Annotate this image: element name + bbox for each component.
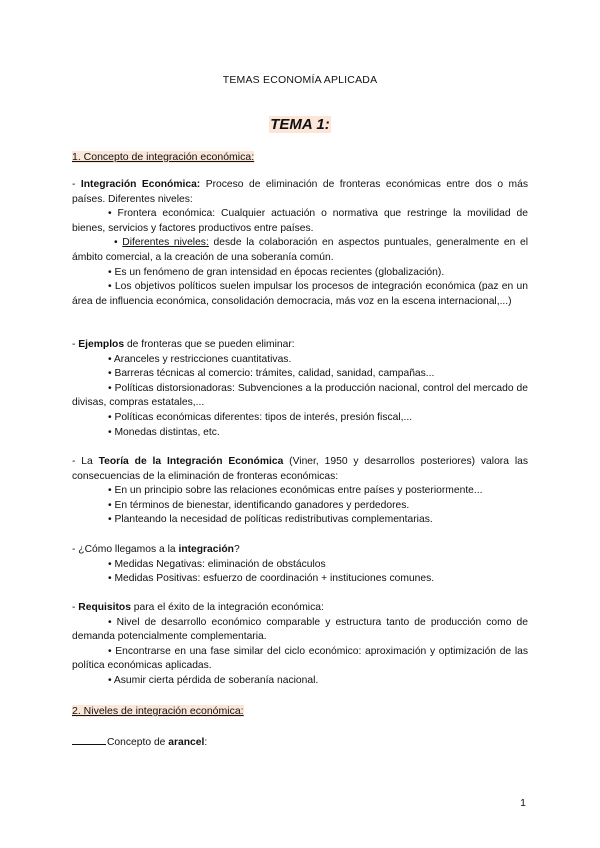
ejemplos-bullet-1: • Aranceles y restricciones cuantitativas. (108, 353, 292, 365)
ejemplos-intro (72, 338, 528, 353)
ejemplos-bullet-2: • Barreras técnicas al comercio: trámites, calidad, sanidad, campañas... (108, 368, 435, 380)
document-title: TEMAS ECONOMÍA APLICADA (222, 74, 378, 86)
integracion-bullet-4: • Los objetivos políticos suelen impulsar los procesos de integración económica (paz en un área de influencia económica, consolidación democracia, más voz en la escena internacional,...) (72, 281, 528, 307)
teoria-term: Teoría de la Integración Económica (98, 456, 284, 467)
integracion-block (72, 178, 528, 309)
requisitos-bullet-1: • Nivel de desarrollo económico comparable y estructura tanto de producción como de demanda potencialmente complementaria. (72, 616, 528, 643)
requisitos-text: para el éxito de la integración económica: (130, 602, 324, 613)
page-number: 1 (520, 797, 526, 809)
ejemplos-bullet-4: • Políticas económicas diferentes: tipos de interés, presión fiscal,... (108, 411, 413, 423)
ejemplos-bullet-3: • Políticas distorsionadoras: Subvenciones a la producción nacional, control del mercado de divisas, compras estatales,... (72, 382, 528, 409)
requisitos-block (72, 601, 528, 689)
teoria-bullet-3: • Planteando la necesidad de políticas redistributivas complementarias. (108, 514, 433, 526)
lead-dash: - (72, 602, 79, 613)
requisitos-term: Requisitos (78, 602, 131, 613)
arancel-tail: : (204, 737, 208, 748)
teoria-intro (72, 455, 528, 484)
teoria-lead: - La (72, 456, 99, 467)
lead-dash: - (72, 339, 79, 350)
requisitos-intro (72, 601, 528, 616)
como-block (72, 543, 528, 587)
arancel-term: arancel (168, 737, 205, 748)
integracion-definition (72, 178, 528, 207)
integracion-def: Proceso de eliminación de fronteras económicas entre dos o más países. Diferentes niveles: (72, 179, 528, 205)
ejemplos-block (72, 338, 528, 440)
teoria-bullet-1: • En un principio sobre las relaciones económicas entre países y posteriormente... (108, 485, 483, 497)
integracion-bullet-1: • Frontera económica: Cualquier actuación o normativa que restringe la movilidad de bienes, servicios y factores productivos entre países. (72, 208, 528, 234)
arancel-block (72, 735, 528, 751)
como-tail: ? (233, 544, 240, 555)
section-heading-1-text: 1. Concepto de integración económica: (72, 151, 255, 163)
como-term: integración (178, 544, 234, 555)
ejemplos-bullet-5: • Monedas distintas, etc. (108, 426, 220, 438)
blank-line (72, 735, 106, 745)
diferentes-niveles-term: Diferentes niveles: (122, 237, 209, 249)
teoria-block (72, 455, 528, 528)
section-heading-2 (72, 705, 244, 717)
integracion-bullet-2-text: desde la colaboración en aspectos puntuales, generalmente en el ámbito comercial, a la creación de una soberanía común. (72, 237, 529, 263)
teoria-text: (Viner, 1950 y desarrollos posteriores) valora las consecuencias de la eliminación de fronteras económicas: (72, 456, 528, 482)
arancel-text: Concepto de (107, 737, 169, 748)
section-heading-2-text: 2. Niveles de integración económica: (72, 705, 244, 717)
tema-title (0, 116, 600, 133)
requisitos-bullet-2: • Encontrarse en una fase similar del ciclo económico: aproximación y optimización de las política económicas aplicadas. (72, 645, 528, 672)
integracion-term: Integración Económica: (80, 179, 201, 190)
arancel-line (72, 735, 528, 751)
ejemplos-term: Ejemplos (78, 339, 125, 350)
bullet-mark: • (114, 237, 123, 249)
como-intro (72, 543, 528, 558)
integracion-bullet-2 (72, 236, 528, 265)
ejemplos-text: de fronteras que se pueden eliminar: (124, 339, 295, 350)
requisitos-bullet-3: • Asumir cierta pérdida de soberanía nacional. (108, 674, 319, 686)
teoria-bullet-2: • En términos de bienestar, identificando ganadores y perdedores. (108, 499, 410, 511)
lead-dash: - (72, 179, 81, 190)
section-heading-1 (72, 151, 254, 163)
como-bullet-2: • Medidas Positivas: esfuerzo de coordinación + instituciones comunes. (108, 573, 435, 585)
como-bullet-1: • Medidas Negativas: eliminación de obstáculos (108, 558, 326, 570)
integracion-bullet-3: • Es un fenómeno de gran intensidad en épocas recientes (globalización). (108, 266, 445, 278)
tema-title-text: TEMA 1: (270, 116, 330, 133)
como-lead: - ¿Cómo llegamos a la (72, 544, 179, 555)
